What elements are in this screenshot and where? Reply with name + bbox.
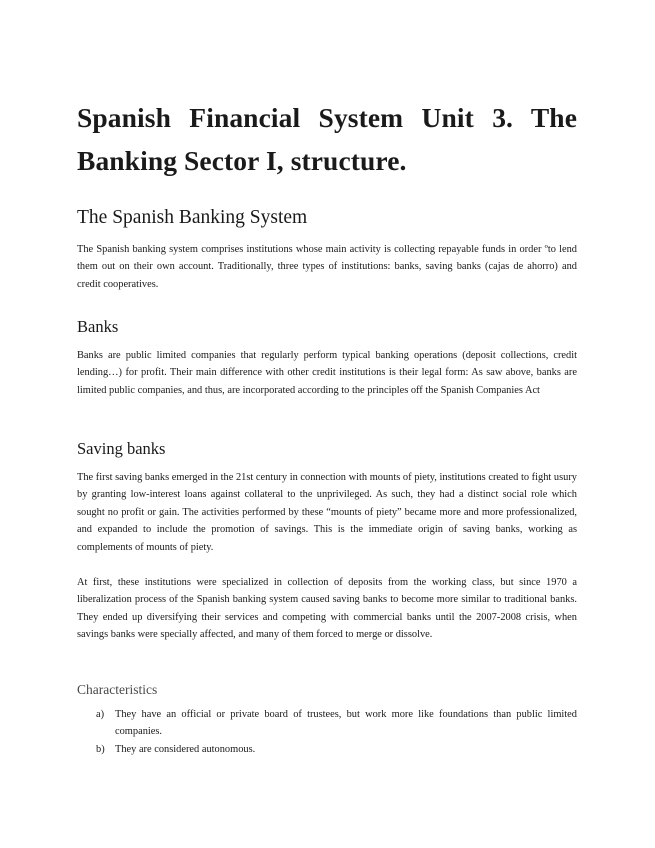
section-heading-characteristics: Characteristics (77, 682, 158, 697)
paragraph-saving-banks-1: The first saving banks emerged in the 21st century in connection with mounts of piety, institutions created to fight usury by granting low-interest loans against collateral to the unprivileged. As such, they had a distinct social role which sought no profit or gain. The activities performed by these “mounts of piety” became more and more professionalized, and expanded to include the promotion of savings. This is the immediate origin of saving banks, working as complements of mounts of piety. (77, 472, 577, 553)
list-item-text: They have an official or private board of trustees, but work more like foundations than public limited companies. (115, 709, 577, 738)
paragraph-spanish-banking-system: The Spanish banking system comprises institutions whose main activity is collecting repayable funds in order ºto lend them out on their own account. Traditionally, three types of institutions: banks, saving banks (cajas de ahorro) and credit cooperatives. (77, 244, 577, 290)
list-item-marker: a) (96, 709, 105, 720)
section-heading-spanish-banking-system: The Spanish Banking System (77, 207, 308, 228)
paragraph-banks: Banks are public limited companies that regularly perform typical banking operations (deposit collections, credit lending…) for profit. Their main difference with other credit institutions is their legal form: As saw above, banks are limited public companies, and thus, are incorporated according to the principles off the Spanish Companies Act (77, 350, 577, 396)
characteristics-list (77, 706, 577, 758)
title-line-1: Spanish Financial System Unit 3. The (77, 102, 577, 133)
list-item-marker: b) (96, 743, 105, 755)
list-item (77, 706, 577, 741)
section-heading-banks: Banks (77, 317, 119, 336)
title-line-2: Banking Sector I, structure. (77, 145, 407, 176)
list-item (77, 741, 577, 758)
section-heading-saving-banks: Saving banks (77, 439, 166, 458)
document-title (77, 96, 577, 182)
list-item-text: They are considered autonomous. (115, 743, 256, 755)
paragraph-saving-banks-2: At first, these institutions were specialized in collection of deposits from the working class, but since 1970 a liberalization process of the Spanish banking system caused saving banks to become more similar to traditional banks. They ended up diversifying their services and competing with commercial banks until the 2007-2008 crisis, when savings banks were specially affected, and many of them forced to merge or dissolve. (77, 577, 577, 641)
